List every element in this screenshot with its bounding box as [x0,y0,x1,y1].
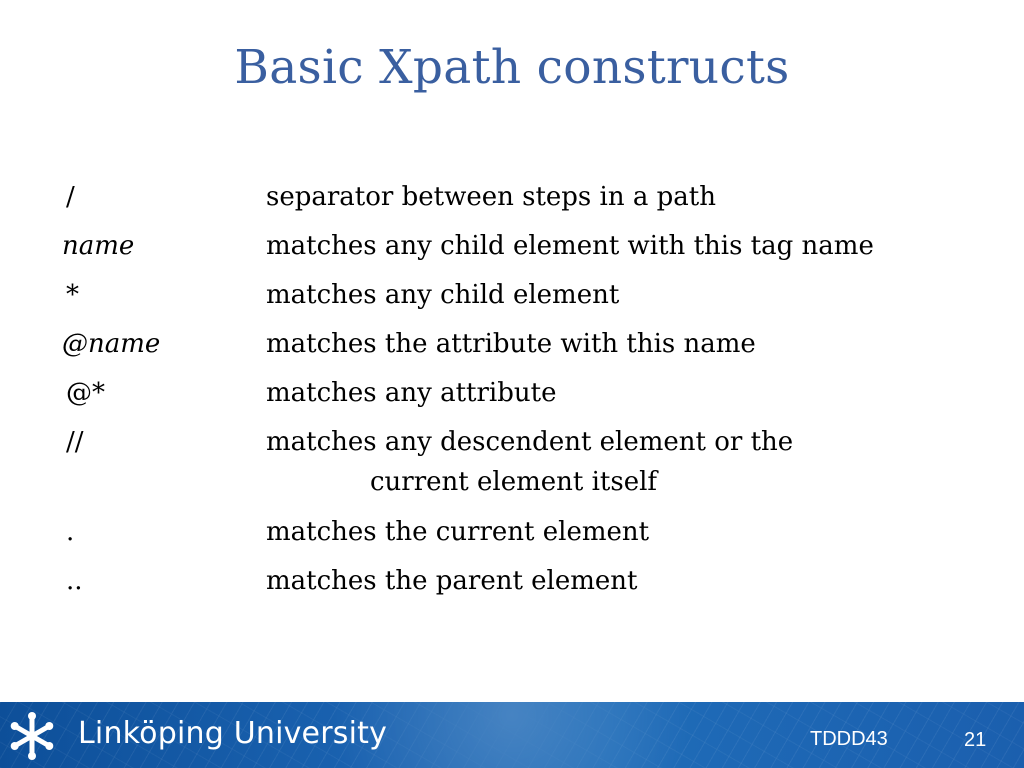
definition-description: matches the parent element [266,566,638,596]
slide-title: Basic Xpath constructs [234,40,790,95]
definition-description: matches any child element with this tag name [266,231,874,261]
liu-snowflake-icon [8,712,56,760]
definition-description: matches any descendent element or the [266,427,794,457]
definition-row [0,280,1024,328]
footer-bar [0,702,1024,768]
definition-row [0,427,1024,517]
definition-description: separator between steps in a path [266,182,716,212]
university-name: Linköping University [78,716,388,751]
definition-description-continuation: current element itself [370,467,658,497]
definition-description: matches any child element [266,280,620,310]
definition-term: .. [66,566,83,596]
definition-row [0,329,1024,377]
definition-term: . [66,517,75,547]
definition-term: @name [62,329,161,359]
definition-term: // [66,427,84,457]
definition-term: name [62,231,135,261]
definition-description: matches any attribute [266,378,557,408]
definition-row [0,566,1024,614]
definition-row [0,182,1024,230]
course-code: TDDD43 [810,728,888,750]
definition-term: * [66,280,79,310]
definition-row [0,378,1024,426]
definition-row [0,231,1024,279]
definition-row [0,517,1024,565]
definition-description: matches the current element [266,517,650,547]
definition-term: / [66,182,75,212]
definition-description: matches the attribute with this name [266,329,756,359]
definition-term: @* [66,378,105,408]
page-number: 21 [964,729,987,751]
